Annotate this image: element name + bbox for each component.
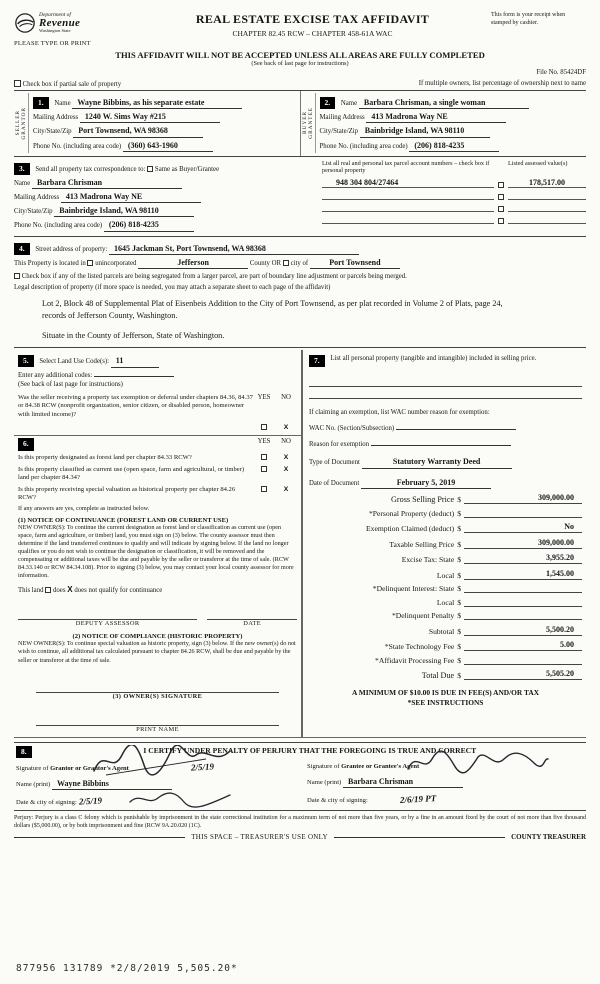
assessed-value: 178,517.00: [508, 178, 586, 188]
logo-dept-line: Department of: [39, 11, 71, 18]
section-5: [14, 350, 302, 436]
section-2-number: 2.: [320, 97, 336, 109]
section-3-number: 3.: [14, 163, 30, 175]
dollar-sign: $: [457, 642, 461, 652]
corr-phone-row: [14, 220, 314, 231]
grantee-side-word: GRANTEE: [307, 107, 314, 139]
parcel-number: [322, 215, 494, 224]
seller-mailing-value: 1240 W. Sims Way #215: [80, 112, 220, 123]
reason-value: [371, 444, 511, 446]
owners-signature-label: (3) OWNER(S) SIGNATURE: [112, 692, 203, 700]
money-value: 309,000.00: [464, 493, 582, 504]
money-label: *Affidavit Processing Fee: [375, 655, 455, 665]
located-in-row: [14, 258, 586, 269]
receipt-note: This form is your receipt when stamped by cashier.: [491, 12, 566, 26]
deputy-assessor-line: [18, 608, 197, 620]
signature-of-label: Signature of: [16, 764, 49, 772]
parcel-row: [322, 191, 586, 200]
money-label: Local: [436, 570, 455, 580]
delinquent-interest-local-row: [309, 598, 582, 607]
type-of-document-value: Statutory Warranty Deed: [362, 457, 512, 468]
buyer-phone-value: (206) 818-4235: [409, 141, 499, 152]
assessed-value: [508, 215, 586, 224]
owners-signature-field: [18, 681, 297, 700]
warning-line: THIS AFFIDAVIT WILL NOT BE ACCEPTED UNLESS ALL AREAS ARE FULLY COMPLETED: [115, 50, 485, 60]
grantee-date-city-label: Date & city of signing:: [307, 796, 368, 804]
assessed-value-header: Listed assessed value(s): [508, 159, 568, 167]
money-value: No: [464, 522, 582, 533]
wac-value: [396, 428, 516, 430]
signature-columns: [16, 759, 584, 806]
additional-codes-label: Enter any additional codes:: [18, 371, 93, 379]
corr-mailing-row: [14, 192, 314, 203]
money-label: Subtotal: [428, 626, 455, 636]
treasurer-rule-right: [334, 837, 505, 838]
current-use-question: Is this property classified as current use (open space, farm and agricultural, or timber) land per chapter 84.34?: [18, 465, 245, 482]
same-as-buyer-checkbox[interactable]: [147, 166, 153, 172]
dollar-sign: $: [457, 611, 461, 621]
section5-see-back: (See back of last page for instructions): [18, 380, 123, 388]
yes-header: YES: [257, 393, 271, 401]
buyer-name-row: [320, 97, 583, 109]
unincorporated-checkbox[interactable]: [87, 260, 93, 266]
section-1-seller: [14, 91, 300, 156]
current-use-question-row: [18, 466, 297, 483]
chapter-subtitle: CHAPTER 82.45 RCW – CHAPTER 458-61A WAC: [232, 29, 393, 38]
excise-tax-state-row: [309, 553, 582, 564]
section-8: [14, 742, 586, 811]
corr-phone-value: (206) 818-4235: [104, 220, 194, 231]
section-5-number: 5.: [18, 355, 34, 367]
seller-grantor-side-label: [14, 93, 29, 153]
send-correspondence-row: [14, 163, 314, 175]
tax-correspondence-block: [14, 160, 314, 232]
dollar-sign: $: [457, 584, 461, 594]
grantee-sig-label-row: [307, 762, 584, 770]
section-3: [14, 157, 586, 237]
seller-side-word: SELLER: [15, 110, 21, 136]
legal-description-text: Lot 2, Block 48 of Supplemental Plat of Eisenbeis Addition to the City of Port Townsend, as per plat recorded in Volume 2 of Plats, page 24, records of Jefferson County, Washington.: [42, 298, 503, 321]
land-use-row: [18, 355, 297, 367]
money-value: [464, 598, 582, 607]
q1-yes-cell: [253, 454, 275, 463]
delinquent-interest-state-row: [309, 584, 582, 593]
does-not-label: does not: [74, 587, 98, 595]
section-2-buyer: [300, 91, 587, 156]
legal-description-label: Legal description of property (if more space is needed, you may attach a separate sheet to each page of the affidavit): [14, 283, 331, 291]
buyer-mailing-row: [320, 112, 583, 123]
grantor-date-city-value: 2/5/19: [78, 795, 102, 807]
section-8-number: 8.: [16, 746, 32, 758]
grantee-agent-label: Grantee or Grantee's Agent: [341, 762, 420, 770]
parcel-headers: [322, 160, 586, 175]
section-6-number: 6.: [18, 438, 34, 451]
seller-name-row: [33, 97, 296, 109]
money-value: 5,500.20: [464, 625, 582, 636]
forest-land-question-row: [18, 454, 297, 463]
qualify-label: qualify for continuance: [98, 587, 163, 595]
buyer-city-label: City/State/Zip: [319, 128, 359, 136]
assessed-value: [508, 191, 586, 200]
segregated-row: [14, 272, 586, 280]
land-pre-label: This land: [18, 587, 44, 595]
grantee-name-print-label: Name (print): [307, 778, 342, 786]
print-name-field: [18, 714, 297, 733]
grantor-sig-date-handwritten: 2/5/19: [190, 760, 214, 773]
buyer-name-value: Barbara Chrisman, a single woman: [359, 98, 529, 109]
total-due-row: [309, 669, 582, 680]
dollar-sign: $: [457, 539, 461, 549]
revenue-logo: [14, 12, 134, 34]
date-of-document-value: February 5, 2019: [361, 478, 491, 489]
parcel-number: [322, 203, 494, 212]
grantor-date-city-row: [16, 796, 293, 806]
city-checkbox[interactable]: [283, 260, 289, 266]
file-number: File No. 85424DF: [536, 69, 586, 76]
seller-city-row: [33, 126, 296, 137]
corr-mailing-value: 413 Madrona Way NE: [61, 192, 201, 203]
historical-question-row: [18, 486, 297, 503]
money-value: 309,000.00: [464, 538, 582, 549]
notice-compliance-title: (2) NOTICE OF COMPLIANCE (HISTORIC PROPERTY): [72, 633, 243, 641]
section6-header-row: [18, 438, 297, 451]
personal-property-checkbox-2[interactable]: [498, 194, 504, 200]
city-name-value: Port Townsend: [310, 258, 400, 269]
money-value: 3,955.20: [464, 553, 582, 564]
gross-selling-price-row: [309, 493, 582, 504]
buyer-grantee-side-label: [301, 93, 316, 153]
section-6: [14, 436, 302, 737]
dollar-sign: $: [457, 671, 461, 681]
left-column: [14, 350, 302, 737]
money-label: Exemption Claimed (deduct): [366, 524, 455, 534]
corr-mailing-label: Mailing Address: [14, 193, 60, 201]
notice-continuance-title: (1) NOTICE OF CONTINUANCE (FOREST LAND OR CURRENT USE): [18, 516, 229, 524]
does-not-mark: X: [67, 585, 73, 595]
county-or-label: County OR: [249, 259, 282, 267]
grantor-side-word: GRANTOR: [21, 106, 27, 140]
grantor-city-scribble: [126, 790, 236, 808]
located-pre-label: This Property is located in: [14, 259, 86, 267]
corr-city-value: Bainbridge Island, WA 98110: [54, 206, 194, 217]
q2-no-mark: X: [283, 465, 289, 473]
dollar-sign: $: [457, 570, 461, 580]
partial-sale-label: Check box if partial sale of property: [22, 81, 122, 88]
exemption-question-row: [18, 394, 297, 420]
money-label: Local: [436, 597, 455, 607]
money-value: [464, 584, 582, 593]
affidavit-processing-fee-row: [309, 656, 582, 665]
money-label: *State Technology Fee: [384, 642, 455, 652]
section-7: [302, 350, 586, 737]
additional-codes-row: [18, 371, 297, 379]
money-value: 5.00: [464, 640, 582, 651]
parcel-row: [322, 215, 586, 224]
wac-row: [309, 424, 582, 432]
cashier-stamp: 877956 131789 *2/8/2019 5,505.20*: [16, 963, 238, 974]
street-address-value: 1645 Jackman St, Port Townsend, WA 98368: [109, 244, 359, 255]
delinquent-penalty-row: [309, 611, 582, 620]
seller-mailing-label: Mailing Address: [33, 114, 79, 122]
forest-yes-checkbox[interactable]: [261, 454, 267, 460]
city-of-label: city of: [290, 259, 309, 267]
lower-columns: [14, 350, 586, 737]
seller-buyer-row: [14, 91, 586, 157]
corr-name-label: Name: [14, 179, 31, 187]
owners-signature-line: [36, 681, 279, 693]
header: [14, 12, 586, 47]
exemption-answer-spacer: [18, 424, 253, 431]
dollar-sign: $: [457, 626, 461, 636]
top-row: [14, 80, 586, 91]
perjury-notice: Perjury: Perjury is a class C felony which is punishable by imprisonment in the state correctional institution for a maximum term of not more than five years, or by a fine in an amount fixed by the court of not more than five thousand dollars ($5,000.00), or by both imprisonment and fine (RCW 9A.20.020 (1C).: [14, 814, 586, 829]
seller-city-value: Port Townsend, WA 98368: [73, 126, 203, 137]
grantor-signature-block: [16, 759, 293, 806]
dollar-sign: $: [457, 555, 461, 565]
money-value: 5,505.20: [464, 669, 582, 680]
money-value: [464, 509, 582, 518]
personal-property-checkbox-1[interactable]: [498, 182, 504, 188]
historical-yes-checkbox[interactable]: [261, 486, 267, 492]
personal-property-line-2: [309, 387, 582, 399]
certify-line: [16, 746, 584, 755]
logo-revenue-line: Revenue: [39, 17, 81, 29]
exemption-yes-checkbox[interactable]: [261, 424, 267, 430]
grantee-signature-block: [307, 759, 584, 806]
parcel-block: [314, 160, 586, 232]
reason-label: Reason for exemption: [309, 441, 370, 449]
state-technology-fee-row: [309, 640, 582, 651]
excise-tax-local-row: [309, 569, 582, 580]
logo-text: [39, 13, 80, 34]
treasurer-row: [14, 833, 586, 841]
wac-label: WAC No. (Section/Subsection): [309, 425, 395, 433]
buyer-phone-label: Phone No. (including area code): [319, 142, 408, 150]
seller-mailing-row: [33, 112, 296, 123]
section-4-number: 4.: [14, 243, 30, 255]
title-block: [134, 12, 491, 38]
exemption-answer-row: [18, 424, 297, 431]
same-as-buyer-label: Same as Buyer/Grantee: [154, 165, 220, 173]
revenue-seal-icon: [14, 12, 36, 34]
money-label: Taxable Selling Price: [389, 539, 455, 549]
partial-sale-option: [14, 80, 121, 88]
corr-phone-label: Phone No. (including area code): [14, 222, 103, 230]
q3-yes-cell: [253, 486, 275, 503]
additional-codes-value: [94, 375, 174, 377]
personal-property-deduct-row: [309, 509, 582, 518]
money-label: *Delinquent Interest: State: [372, 584, 455, 594]
seller-city-label: City/State/Zip: [33, 128, 72, 136]
street-address-label: Street address of property:: [35, 245, 108, 253]
money-label: Total Due: [421, 671, 455, 681]
money-value: [464, 611, 582, 620]
personal-property-line-1: [309, 375, 582, 387]
taxable-selling-price-row: [309, 538, 582, 549]
grantee-name-row: [307, 777, 584, 788]
deputy-date-label: DATE: [243, 620, 262, 628]
grantor-agent-label: Grantor or Grantor's Agent: [50, 764, 129, 772]
street-address-row: [14, 243, 586, 255]
personal-property-label: List all personal property (tangible and intangible) included in selling price.: [330, 355, 537, 363]
parcel-number: [322, 191, 494, 200]
logo-state-line: Washington State: [39, 28, 71, 33]
certify-text: I CERTIFY UNDER PENALTY OF PERJURY THAT THE FOREGOING IS TRUE AND CORRECT: [143, 745, 477, 755]
date-of-document-row: [309, 478, 582, 489]
logo-block: [14, 12, 134, 47]
treasurer-space-label: THIS SPACE – TREASURER'S USE ONLY: [191, 833, 328, 842]
seller-phone-label: Phone No. (including area code): [33, 142, 122, 150]
grantor-sig-label-row: [16, 762, 293, 772]
type-of-document-row: [309, 457, 582, 468]
yes-header: YES: [257, 438, 271, 446]
seller-name-value: Wayne Bibbins, as his separate estate: [72, 98, 242, 109]
money-label: Excise Tax: State: [401, 555, 455, 565]
see-back-note: (See back of last page for instructions): [251, 60, 349, 67]
section-7-number: 7.: [309, 355, 325, 367]
dollar-sign: $: [457, 508, 461, 518]
treasurer-rule-left: [14, 837, 185, 838]
dollar-sign: $: [457, 495, 461, 505]
exemption-question: Was the seller receiving a property tax exemption or deferral under chapters 84.36, 84.37 or 84.38 RCW (nonprofit organization, senior citizen, or disabled person, homeowner with limited income)?: [18, 393, 253, 418]
reason-row: [309, 440, 582, 448]
q2-yes-cell: [253, 466, 275, 483]
grantor-name-print-label: Name (print): [16, 780, 51, 788]
seller-fields: [29, 93, 300, 153]
multiple-owners-note: If multiple owners, list percentage of ownership next to name: [418, 80, 586, 87]
deputy-assessor-label: DEPUTY ASSESSOR: [75, 620, 140, 628]
buyer-city-value: Bainbridge Island, WA 98110: [360, 126, 490, 137]
grantor-name-value: Wayne Bibbins: [52, 779, 172, 790]
corr-name-value: Barbara Chrisman: [32, 178, 182, 189]
section6-number-cell: [18, 438, 253, 451]
land-qualify-row: [18, 585, 297, 594]
deputy-assessor-row: [18, 608, 297, 627]
date-of-document-label: Date of Document: [309, 479, 360, 487]
notice-continuance-body: NEW OWNER(S): To continue the current designation as forest land or classification as current use (open space, farm and agriculture, or timber) land, you must sign on (3) below. The county assessor must then determine if the land transferred continues to qualify and will indicate by signing below. If the land no longer qualifies or you do not wish to continue the designation or classification, it will be removed and the compensating or additional taxes will be due and payable by the seller or transferor at the time of sale. (RCW 84.33.140 or RCW 84.34.108). Prior to signing (3) below, you may contact your local county assessor for more information.: [18, 523, 294, 580]
no-header: NO: [281, 393, 291, 401]
money-label: *Delinquent Penalty: [391, 611, 455, 621]
minimum-fee-note: A MINIMUM OF $10.00 IS DUE IN FEE(S) AND/OR TAX: [351, 688, 540, 698]
money-value: 1,545.00: [464, 569, 582, 580]
partial-sale-checkbox[interactable]: [14, 80, 21, 87]
exemption-yes-cell: [253, 424, 275, 431]
assessed-value: [508, 203, 586, 212]
legal-desc-label-row: [14, 283, 586, 291]
parcel-numbers-header: List all real and personal tax parcel account numbers – check box if personal property: [322, 159, 490, 175]
parcel-row: [322, 178, 586, 188]
corr-city-row: [14, 206, 314, 217]
exemption-no-mark: X: [283, 424, 289, 432]
buyer-fields: [316, 93, 587, 153]
corr-city-label: City/State/Zip: [14, 208, 53, 216]
q3-no-mark: X: [283, 485, 289, 493]
personal-property-checkbox-4[interactable]: [498, 218, 504, 224]
print-name-label: PRINT NAME: [136, 725, 179, 733]
parcel-row: [322, 203, 586, 212]
buyer-mailing-value: 413 Madrona Way NE: [366, 112, 506, 123]
buyer-name-label: Name: [340, 100, 358, 107]
grantor-date-city-label: Date & city of signing:: [16, 798, 77, 806]
section-1-number: 1.: [33, 97, 49, 109]
buyer-side-word: BUYER: [301, 111, 308, 135]
buyer-phone-row: [320, 141, 583, 152]
deputy-date-field: [207, 608, 297, 627]
current-use-yes-checkbox[interactable]: [261, 466, 267, 472]
form-title: REAL ESTATE EXCISE TAX AFFIDAVIT: [195, 12, 430, 26]
grantor-name-row: [16, 779, 293, 790]
claiming-exemption-label: If claiming an exemption, list WAC number reason for exemption:: [309, 409, 490, 417]
dollar-sign: $: [457, 524, 461, 534]
does-checkbox[interactable]: [45, 587, 51, 593]
historical-question: Is this property receiving special valuation as historical property per chapter 84.26 RCW?: [18, 485, 236, 502]
unincorporated-label: unincorporated: [95, 259, 137, 267]
exemption-claimed-row: [309, 522, 582, 533]
forest-land-question: Is this property designated as forest land per chapter 84.33 RCW?: [18, 454, 192, 462]
money-table: [309, 493, 582, 680]
dollar-sign: $: [457, 655, 461, 665]
grantee-name-value: Barbara Chrisman: [343, 777, 463, 788]
buyer-mailing-label: Mailing Address: [319, 114, 365, 122]
signature-of-label: Signature of: [307, 762, 340, 770]
money-label: *Personal Property (deduct): [369, 508, 455, 518]
corr-name-row: [14, 178, 314, 189]
type-of-document-label: Type of Document: [309, 459, 360, 467]
county-treasurer-label: COUNTY TREASURER: [511, 833, 586, 842]
money-value: [464, 656, 582, 665]
seller-name-label: Name: [54, 100, 71, 107]
segregated-checkbox[interactable]: [14, 273, 20, 279]
parcel-number: 948 304 804/27464: [322, 178, 494, 188]
situate-line: Situate in the County of Jefferson, State of Washington.: [42, 331, 225, 341]
county-name-value: Jefferson: [138, 258, 248, 269]
see-instructions-note: *SEE INSTRUCTIONS: [407, 698, 484, 708]
no-header: NO: [281, 438, 291, 446]
q1-no-mark: X: [283, 454, 289, 462]
money-label: Gross Selling Price: [390, 495, 455, 505]
send-correspondence-label: Send all property tax correspondence to:: [35, 165, 146, 173]
land-use-label: Select Land Use Code(s):: [39, 358, 110, 366]
section-4: [14, 237, 586, 349]
personal-property-row: [309, 355, 582, 367]
notice-compliance-body: NEW OWNER(S): To continue special valuation as historic property, sign (3) below. If the new owner(s) do not wish to continue, all additional tax calculated pursuant to chapter 84.26 RCW, shall be due and payable by the seller or transferor at the time of sale.: [18, 640, 296, 664]
print-name-line: [36, 714, 279, 726]
does-label: does: [53, 587, 66, 595]
land-use-code-value: 11: [111, 356, 159, 367]
subtotal-row: [309, 625, 582, 636]
buyer-city-row: [320, 126, 583, 137]
personal-property-checkbox-3[interactable]: [498, 206, 504, 212]
seller-phone-row: [33, 141, 296, 152]
deputy-date-line: [207, 608, 297, 620]
grantee-date-city-row: [307, 794, 584, 804]
please-type-label: PLEASE TYPE OR PRINT: [14, 40, 91, 47]
deputy-assessor-field: [18, 608, 197, 627]
seller-phone-value: (360) 643-1960: [123, 141, 213, 152]
grantee-date-city-value: 2/6/19 PT: [399, 792, 437, 805]
dollar-sign: $: [457, 597, 461, 607]
segregated-note: Check box if any of the listed parcels are being segregated from a larger parcel, are part of boundary line adjustment or parcels being merged.: [21, 272, 407, 280]
if-yes-note: If any answers are yes, complete as instructed below.: [18, 504, 150, 512]
